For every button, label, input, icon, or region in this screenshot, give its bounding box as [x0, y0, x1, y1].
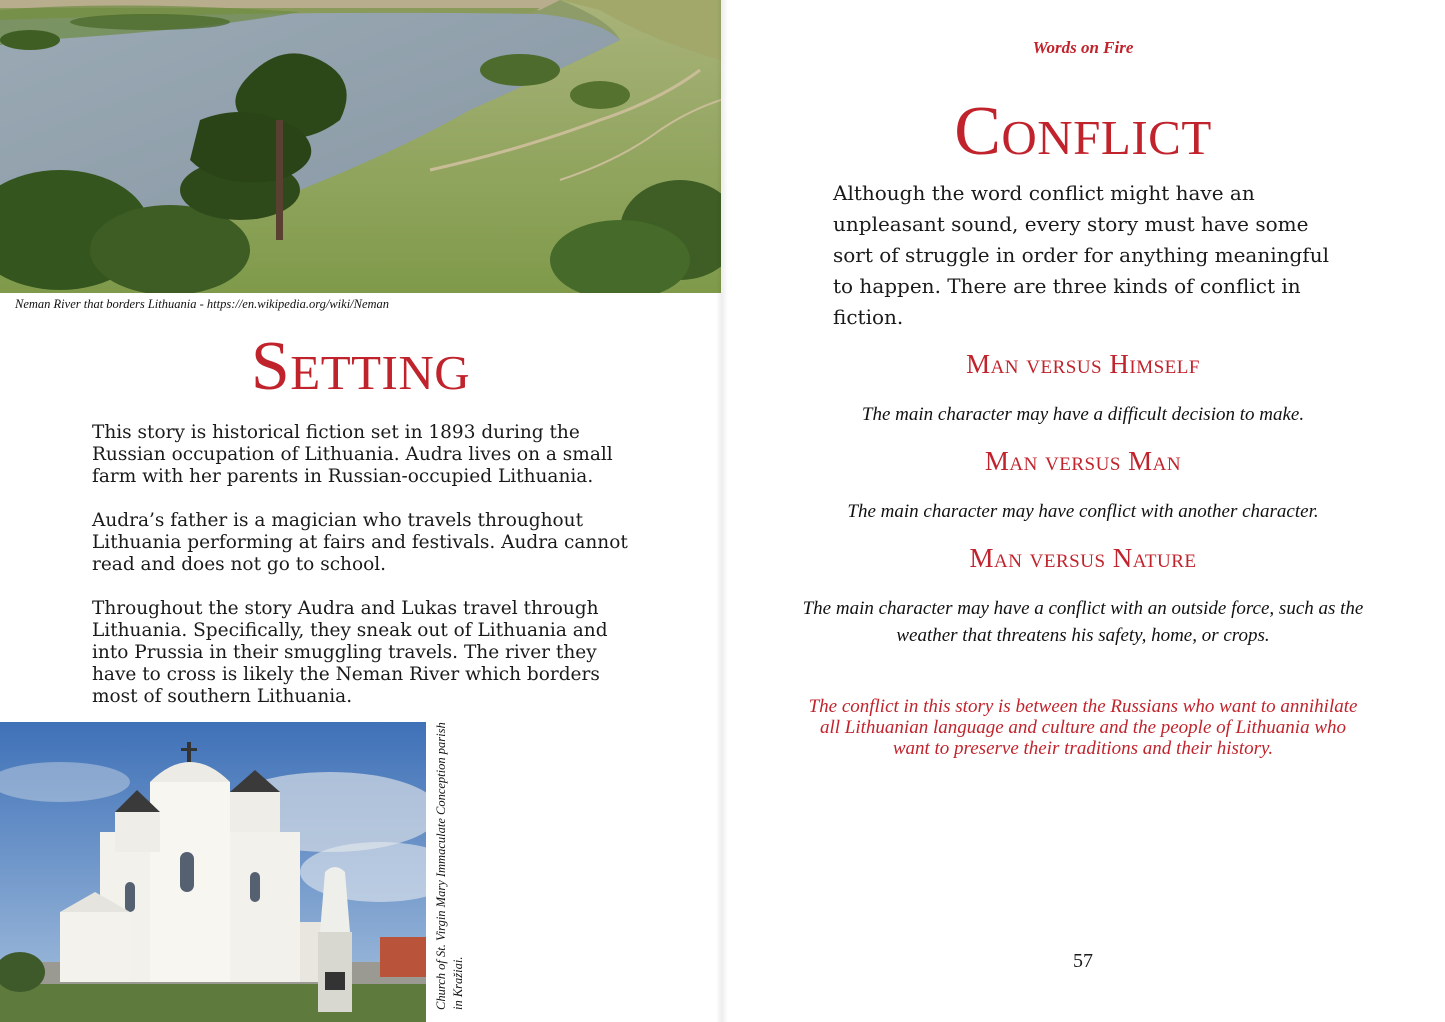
- setting-body: [92, 422, 637, 730]
- conflict-summary: The conflict in this story is between the Russians who want to annihilate all Lithuanian language and culture and the people of Lithuania who want to preserve their traditions and their history.: [808, 696, 1358, 759]
- conflict-title: Conflict: [954, 93, 1212, 170]
- setting-paragraph: Throughout the story Audra and Lukas travel through Lithuania. Specifically, they sneak out of Lithuania and into Prussia in their smuggling travels. The river they have to cross is likely the Neman River which borders most of southern Lithuania.: [92, 598, 608, 707]
- conflict-intro: Although the word conflict might have an unpleasant sound, every story must have some sort of struggle in order for anything meaningful to happen. There are three kinds of conflict in fiction.: [833, 181, 1329, 329]
- left-page: [0, 0, 721, 1022]
- setting-paragraph: Audra’s father is a magician who travels throughout Lithuania performing at fairs and festivals. Audra cannot read and does not go to school.: [92, 510, 628, 575]
- church-photo-caption: Church of St. Virgin Mary Immaculate Conception parish in Kražiai.: [434, 722, 465, 1010]
- river-photo-caption: Neman River that borders Lithuania - https://en.wikipedia.org/wiki/Neman: [15, 297, 390, 311]
- setting-title: Setting: [250, 328, 471, 405]
- page-number: 57: [1073, 950, 1093, 972]
- running-header: Words on Fire: [1032, 38, 1134, 57]
- conflict-kind-himself: [721, 349, 1445, 428]
- church-photo: [0, 722, 426, 1022]
- setting-paragraph: This story is historical fiction set in 1893 during the Russian occupation of Lithuania. Audra lives on a small farm with her parents in Russian-occupied Lithuania.: [92, 422, 613, 487]
- conflict-kind-description: The main character may have conflict with another character.: [847, 501, 1319, 522]
- conflict-kind-man: [721, 446, 1445, 525]
- right-page: [721, 0, 1445, 1022]
- book-gutter: [716, 0, 728, 1022]
- conflict-kind-description: The main character may have a conflict with an outside force, such as the weather that threatens his safety, home, or crops.: [802, 598, 1364, 646]
- conflict-kind-description: The main character may have a difficult decision to make.: [861, 404, 1305, 425]
- river-photo: [0, 0, 721, 293]
- conflict-kind-nature: [801, 543, 1365, 649]
- conflict-kind-title: Man versus Himself: [966, 349, 1200, 379]
- conflict-kind-title: Man versus Man: [984, 446, 1182, 476]
- conflict-kind-title: Man versus Nature: [969, 543, 1197, 573]
